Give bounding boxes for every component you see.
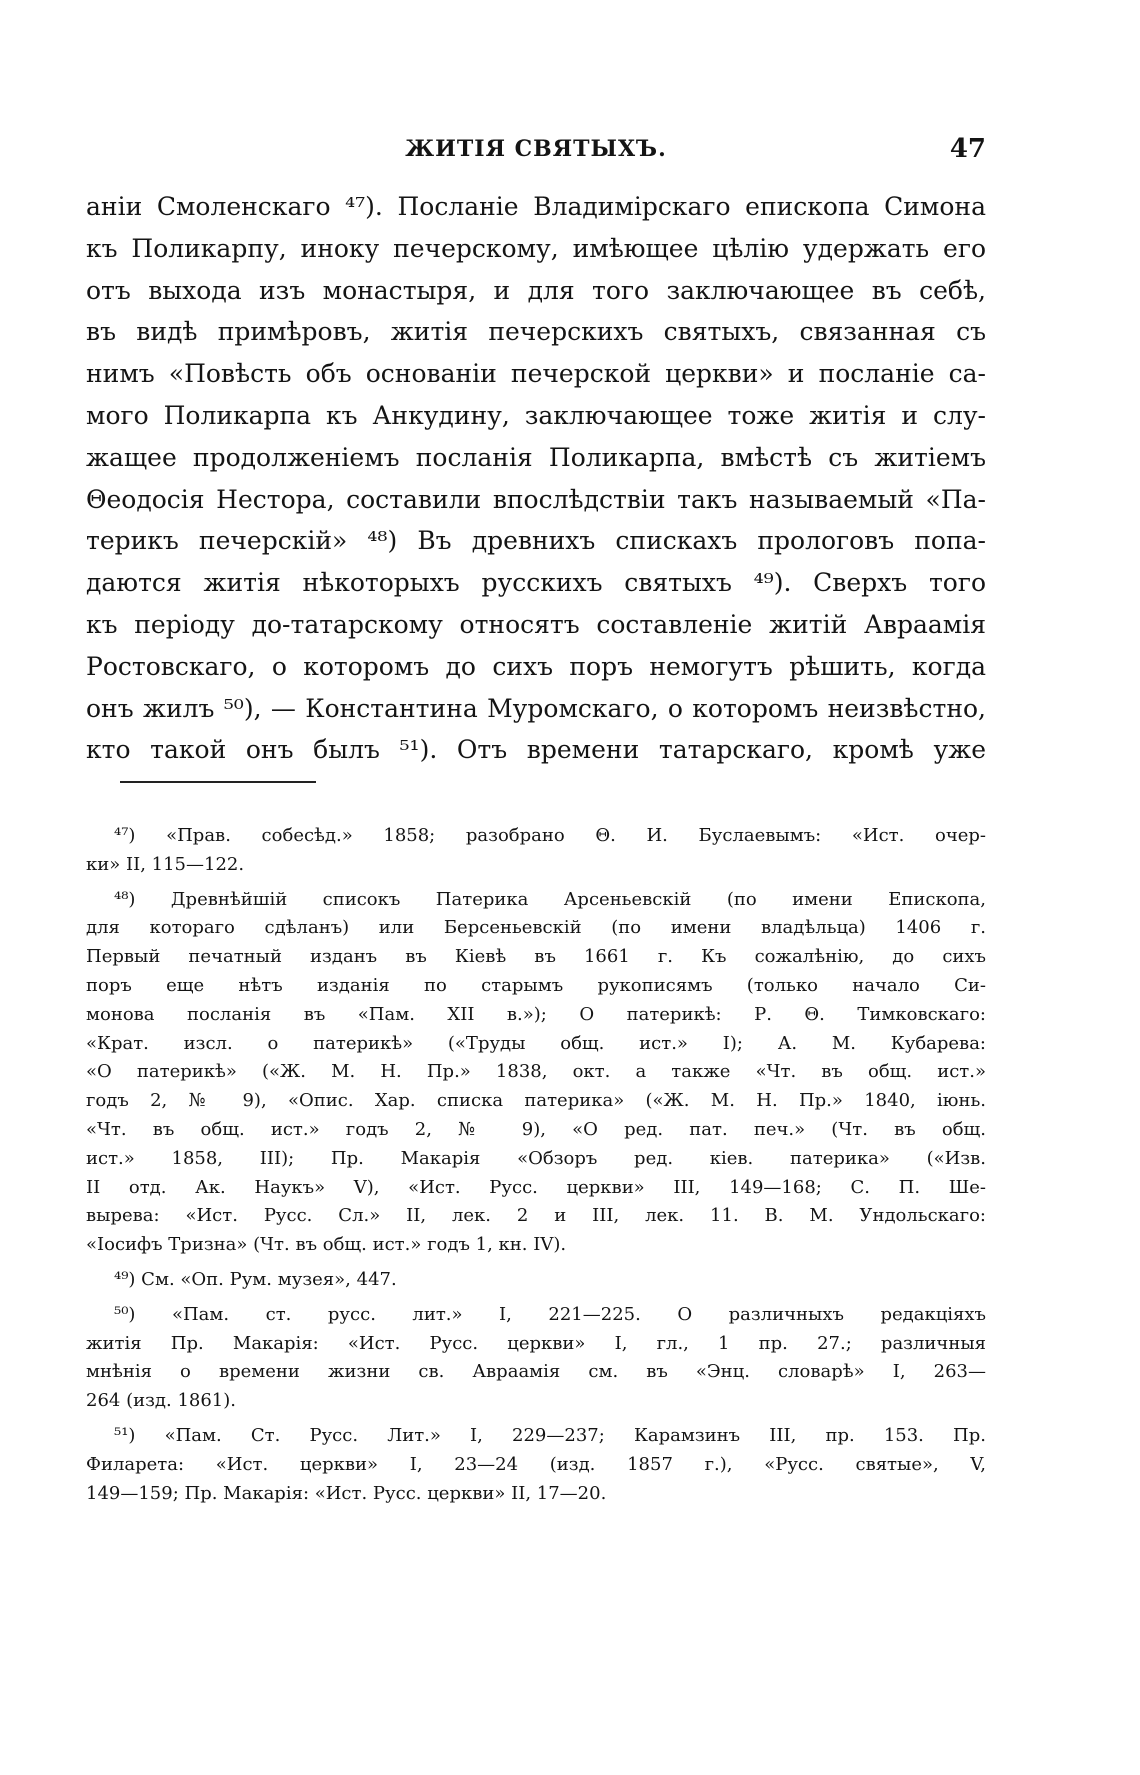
footnote-line: ⁴⁷) «Прав. собесѣд.» 1858; разобрано Θ. И. Буслаевымъ: «Ист. очер-	[114, 825, 986, 846]
running-header	[86, 128, 986, 168]
footnote-line: ⁵⁰) «Пам. ст. русс. лит.» I, 221—225. О различныхъ редакціяхъ	[114, 1303, 986, 1325]
main-text-line: въ видѣ примѣровъ, житія печерскихъ святыхъ, связанная съ	[86, 317, 986, 347]
main-text-line: мого Поликарпа къ Анкудину, заключающее тоже житія и слу-	[86, 400, 986, 430]
footnote-line: 149—159; Пр. Макарія: «Ист. Русс. церкви» II, 17—20.	[86, 1482, 607, 1504]
footnote-line: ⁴⁸) Древнѣйшій списокъ Патерика Арсеньевскій (по имени Епископа,	[114, 888, 986, 910]
footnote-50	[86, 1301, 986, 1416]
footnote-separator-rule	[120, 781, 316, 783]
main-text-line: терикъ печерскій» ⁴⁸) Въ древнихъ спискахъ прологовъ попа-	[86, 526, 986, 556]
main-text-line: кто такой онъ былъ ⁵¹). Отъ времени татарскаго, кромѣ уже	[86, 735, 986, 765]
main-text-line: онъ жилъ ⁵⁰), — Константина Муромскаго, о которомъ неизвѣстно,	[86, 693, 986, 723]
footnote-line: «Іосифъ Тризна» (Чт. въ общ. ист.» годъ 1, кн. IV).	[86, 1234, 567, 1256]
footnote-line: житія Пр. Макарія: «Ист. Русс. церкви» I, гл., 1 пр. 27.; различныя	[86, 1332, 986, 1354]
main-text-line: къ періоду до-татарскому относятъ составленіе житій Авраамія	[86, 609, 986, 639]
main-text-block	[86, 186, 986, 771]
footnote-line: монова посланія въ «Пам. XII в.»); О патерикѣ: Р. Θ. Тимковскаго:	[86, 1003, 986, 1025]
footnote-47	[86, 822, 986, 880]
footnote-line: «О патерикѣ» («Ж. М. Н. Пр.» 1838, окт. а также «Чт. въ общ. ист.»	[86, 1061, 986, 1083]
footnote-line: 264 (изд. 1861).	[86, 1390, 236, 1412]
footnote-48	[86, 886, 986, 1260]
footnote-line: мнѣнія о времени жизни св. Авраамія см. въ «Энц. словарѣ» I, 263—	[86, 1361, 986, 1383]
page-number: 47	[949, 134, 986, 164]
footnote-line: поръ еще нѣтъ изданія по старымъ рукописямъ (только начало Си-	[86, 974, 986, 996]
main-text-line: нимъ «Повѣсть объ основаніи печерской церкви» и посланіе са-	[86, 359, 986, 389]
footnote-line: для котораго сдѣланъ) или Берсеньевскій (по имени владѣльца) 1406 г.	[86, 917, 986, 939]
main-text-line: отъ выхода изъ монастыря, и для того заключающее въ себѣ,	[86, 275, 986, 305]
footnote-line: Первый печатный изданъ въ Кіевѣ въ 1661 г. Къ сожалѣнію, до сихъ	[86, 946, 986, 968]
footnote-line: II отд. Ак. Наукъ» V), «Ист. Русс. церкви» III, 149—168; С. П. Ше-	[86, 1176, 986, 1198]
footnote-51	[86, 1422, 986, 1508]
main-text-line: къ Поликарпу, иноку печерскому, имѣющее цѣлію удержать его	[86, 233, 986, 263]
main-text-line: даются житія нѣкоторыхъ русскихъ святыхъ ⁴⁹). Сверхъ того	[86, 568, 986, 598]
running-title: ЖИТІЯ СВЯТЫХЪ.	[405, 136, 667, 162]
footnote-line: ист.» 1858, III); Пр. Макарія «Обзоръ ред. кіев. патерика» («Изв.	[86, 1147, 986, 1169]
footnote-line: годъ 2, № 9), «Опис. Хар. списка патерика» («Ж. М. Н. Пр.» 1840, іюнь.	[86, 1090, 986, 1112]
footnote-line: Филарета: «Ист. церкви» I, 23—24 (изд. 1857 г.), «Русс. святые», V,	[86, 1453, 986, 1475]
main-text-line: Θеодосія Нестора, составили впослѣдствіи такъ называемый «Па-	[86, 484, 986, 514]
footnote-line: «Чт. въ общ. ист.» годъ 2, № 9), «О ред. пат. печ.» (Чт. въ общ.	[86, 1118, 986, 1140]
footnote-line: вырева: «Ист. Русс. Сл.» II, лек. 2 и III, лек. 11. В. М. Ундольскаго:	[86, 1205, 986, 1227]
footnotes-block	[86, 822, 986, 1514]
footnote-line: ки» II, 115—122.	[86, 853, 245, 875]
main-text-line: аніи Смоленскаго ⁴⁷). Посланіе Владимірскаго епископа Симона	[86, 192, 986, 221]
main-text-line: жащее продолженіемъ посланія Поликарпа, вмѣстѣ съ житіемъ	[86, 442, 986, 472]
main-text-line: Ростовскаго, о которомъ до сихъ поръ немогутъ рѣшить, когда	[86, 651, 986, 681]
footnote-line: ⁴⁹) См. «Оп. Рум. музея», 447.	[114, 1268, 397, 1290]
footnote-line: ⁵¹) «Пам. Ст. Русс. Лит.» I, 229—237; Карамзинъ III, пр. 153. Пр.	[114, 1424, 986, 1446]
footnote-49	[86, 1266, 986, 1295]
footnote-line: «Крат. изсл. о патерикѣ» («Труды общ. ист.» I); А. М. Кубарева:	[86, 1032, 986, 1054]
